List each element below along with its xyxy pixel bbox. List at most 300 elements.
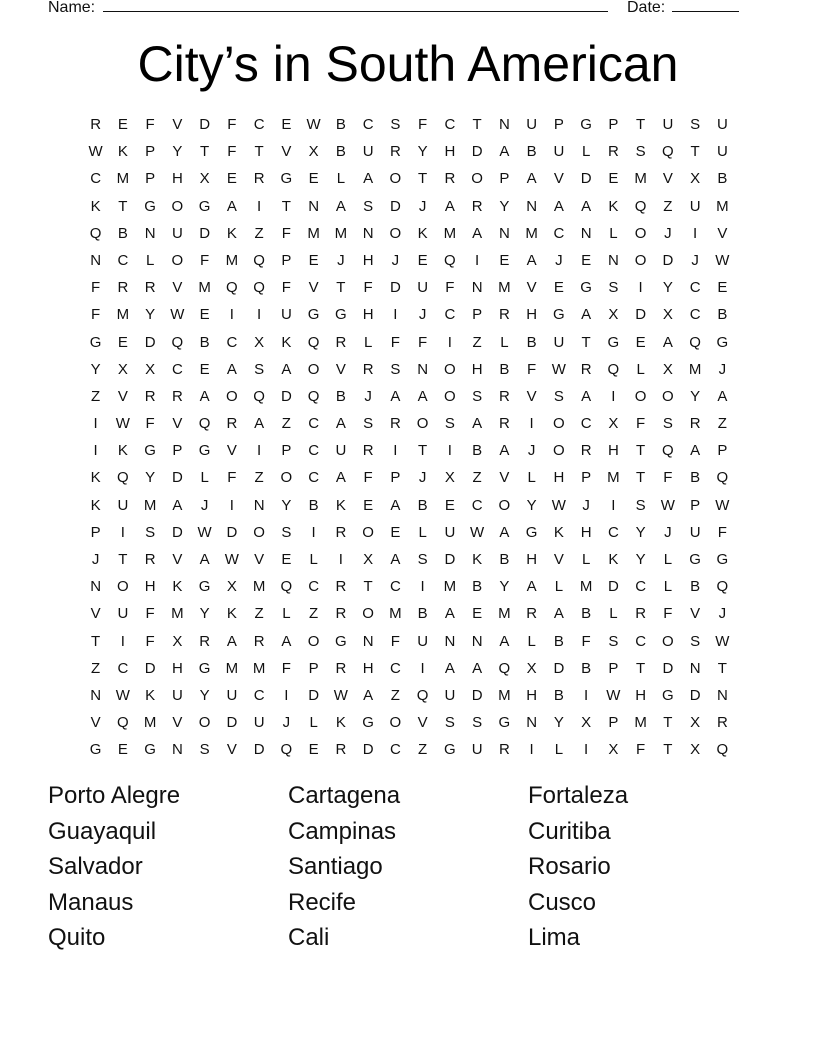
grid-letter: X [363,551,374,568]
grid-letter: I [693,224,698,242]
grid-letter: I [638,279,643,297]
grid-letter: C [253,686,265,704]
grid-letter: R [335,741,347,759]
grid-letter: T [581,333,591,351]
grid-letter: D [580,170,592,188]
word-list-item: Curitiba [528,817,611,845]
grid-letter: E [308,741,319,759]
grid-letter: M [389,605,402,623]
grid-letter: B [717,306,728,324]
grid-letter: L [500,333,509,351]
grid-letter: P [281,442,292,460]
grid-letter: B [581,605,592,623]
grid-letter: K [117,143,128,161]
grid-letter: L [527,632,536,650]
grid-letter: S [363,415,374,433]
grid-letter: R [471,197,483,215]
grid-letter: X [690,170,701,188]
grid-letter: A [499,143,510,161]
grid-letter: O [416,415,429,433]
grid-letter: W [115,415,130,433]
grid-letter: K [90,197,101,215]
grid-letter: X [608,306,619,324]
grid-letter: R [171,387,183,405]
grid-row [82,546,736,573]
grid-letter: C [308,469,320,487]
grid-letter: W [224,551,239,568]
grid-letter: V [226,741,237,759]
grid-letter: R [117,279,129,297]
grid-letter: T [254,143,264,161]
grid-letter: Y [417,143,428,161]
grid-letter: S [444,415,455,433]
grid-letter: U [444,523,456,541]
word-list-item: Quito [48,924,106,952]
grid-letter: N [171,741,183,759]
grid-letter: D [253,741,265,759]
grid-letter: B [417,605,428,623]
grid-letter: Z [418,741,428,759]
grid-letter: A [444,197,455,215]
grid-letter: R [335,523,347,541]
grid-letter: G [662,686,674,704]
grid-letter: V [526,279,537,297]
grid-letter: V [172,551,183,568]
word-list-item: Cali [288,924,330,952]
grid-letter: I [611,387,616,405]
grid-letter: S [635,143,646,161]
grid-letter: Z [254,469,264,487]
grid-letter: O [253,523,265,541]
grid-letter: B [335,143,346,161]
grid-letter: S [690,116,701,133]
grid-letter: F [363,469,373,487]
grid-letter: P [499,170,510,188]
grid-letter: V [662,170,673,188]
grid-letter: K [117,442,128,460]
grid-letter: F [281,224,291,242]
grid-letter: I [120,523,125,541]
grid-letter: H [526,306,538,324]
grid-letter: Y [499,197,510,215]
grid-letter: F [227,469,237,487]
grid-letter: D [444,551,456,568]
grid-letter: H [635,686,647,704]
grid-letter: A [335,415,346,433]
grid-letter: P [281,251,292,269]
grid-letter: F [636,415,646,433]
grid-letter: A [281,632,292,650]
grid-letter: F [145,415,155,433]
grid-letter: A [717,387,728,405]
grid-letter: O [362,605,374,623]
grid-letter: R [253,632,265,650]
date-blank-line [672,11,739,12]
grid-letter: X [254,333,265,351]
grid-letter: J [527,442,536,460]
grid-letter: F [145,605,155,623]
grid-letter: A [226,197,237,215]
grid-letter: Y [199,605,210,623]
grid-row [82,383,736,410]
grid-letter: H [362,251,374,269]
grid-letter: R [335,605,347,623]
grid-letter: P [690,496,701,514]
grid-letter: I [420,578,425,596]
word-list-item: Salvador [48,853,143,881]
grid-letter: P [553,116,564,133]
grid-letter: M [334,224,348,242]
grid-letter: J [418,469,427,487]
grid-letter: Q [662,442,674,460]
grid-letter: J [418,197,427,215]
grid-letter: Y [199,686,210,704]
grid-letter: C [171,360,183,378]
grid-letter: K [335,496,346,514]
grid-letter: A [553,197,564,215]
grid-letter: A [553,605,564,623]
grid-letter: I [475,251,480,269]
grid-letter: G [607,333,620,351]
grid-letter: A [581,306,592,324]
grid-letter: X [608,415,619,433]
grid-letter: O [307,632,320,650]
grid-letter: D [553,659,565,677]
grid-letter: P [581,469,592,487]
grid-letter: X [172,632,183,650]
grid-letter: W [551,360,566,378]
grid-letter: J [582,496,590,514]
grid-letter: G [335,306,347,324]
grid-letter: N [526,714,538,732]
grid-letter: I [284,686,289,704]
word-list-item: Porto Alegre [48,782,181,809]
grid-letter: A [199,551,210,568]
grid-letter: F [91,279,101,297]
grid-letter: W [551,496,566,514]
grid-letter: F [390,632,400,650]
grid-letter: C [389,741,401,759]
grid-letter: G [716,333,729,351]
grid-letter: N [580,224,592,242]
grid-letter: N [471,632,483,650]
grid-letter: L [527,469,536,487]
grid-letter: I [529,741,534,759]
grid-letter: J [664,523,672,541]
grid-letter: A [363,170,374,188]
grid-letter: M [252,659,266,677]
grid-letter: V [90,714,101,732]
grid-letter: J [391,251,400,269]
letter-grid [82,111,736,764]
grid-letter: R [362,442,374,460]
grid-letter: Q [117,469,129,487]
grid-letter: Q [226,279,238,297]
grid-letter: C [362,116,374,133]
grid-letter: W [333,686,348,704]
grid-letter: A [281,360,292,378]
grid-letter: R [498,387,510,405]
grid-letter: C [635,578,647,596]
grid-letter: G [716,551,729,568]
grid-letter: M [716,197,729,215]
grid-letter: K [472,551,483,568]
grid-letter: A [335,469,346,487]
grid-letter: R [389,415,401,433]
grid-letter: Q [117,714,129,732]
grid-letter: A [444,659,455,677]
grid-letter: A [390,387,401,405]
grid-letter: K [226,605,237,623]
grid-letter: E [117,116,128,133]
grid-letter: U [716,143,728,161]
grid-letter: Z [472,333,482,351]
grid-letter: G [198,659,211,677]
grid-row [82,682,736,709]
grid-letter: D [689,686,701,704]
grid-letter: V [281,143,292,161]
grid-letter: R [498,306,510,324]
grid-letter: T [663,741,673,759]
grid-letter: U [471,741,483,759]
grid-letter: X [662,360,673,378]
grid-letter: L [309,714,318,732]
grid-letter: V [717,224,728,242]
grid-letter: F [390,333,400,351]
grid-letter: O [662,632,674,650]
grid-letter: L [200,469,209,487]
grid-letter: O [171,251,184,269]
grid-letter: B [417,496,428,514]
grid-letter: M [116,170,130,188]
grid-letter: D [389,197,401,215]
grid-letter: U [226,686,238,704]
grid-letter: Y [635,551,646,568]
grid-letter: D [362,741,374,759]
grid-letter: M [498,686,511,704]
grid-letter: H [362,306,374,324]
grid-letter: J [282,714,291,732]
grid-letter: F [636,741,646,759]
grid-letter: G [144,197,156,215]
grid-letter: X [308,143,319,161]
grid-letter: S [390,116,401,133]
grid-letter: X [117,360,128,378]
grid-letter: G [144,442,156,460]
grid-letter: Q [607,360,620,378]
grid-letter: Q [280,578,293,596]
grid-letter: F [200,251,210,269]
grid-letter: W [115,686,130,704]
grid-letter: D [144,659,156,677]
grid-letter: J [364,387,372,405]
grid-letter: T [418,442,428,460]
grid-letter: R [144,551,156,568]
grid-letter: R [444,170,456,188]
grid-letter: Q [89,224,102,242]
grid-letter: R [716,714,728,732]
grid-letter: Z [91,659,101,677]
grid-letter: X [608,741,619,759]
grid-letter: E [581,251,592,269]
grid-row [82,464,736,491]
grid-letter: D [389,279,401,297]
word-list-item: Rosario [528,853,611,881]
grid-row [82,356,736,383]
grid-letter: B [472,442,483,460]
grid-letter: E [199,360,210,378]
grid-letter: G [689,551,701,568]
grid-letter: F [281,659,291,677]
grid-row [82,655,736,682]
grid-letter: I [229,496,234,514]
grid-letter: T [690,143,700,161]
grid-letter: E [117,333,128,351]
grid-letter: U [171,224,183,242]
grid-letter: O [634,387,647,405]
grid-letter: E [281,116,292,133]
grid-letter: Y [553,714,564,732]
grid-letter: M [225,251,239,269]
grid-letter: J [691,251,699,269]
grid-letter: U [117,496,129,514]
grid-letter: F [717,523,727,541]
grid-letter: I [338,551,343,568]
grid-letter: S [281,523,292,541]
grid-letter: A [499,442,510,460]
grid-letter: C [444,116,456,133]
grid-letter: G [280,170,293,188]
grid-letter: L [309,551,318,568]
grid-letter: K [281,333,292,351]
grid-letter: P [172,442,183,460]
grid-letter: Z [663,197,673,215]
grid-letter: S [254,360,265,378]
grid-letter: P [608,116,619,133]
grid-letter: P [608,659,619,677]
grid-letter: J [664,224,672,242]
grid-letter: M [443,224,457,242]
grid-letter: A [581,387,592,405]
grid-letter: O [662,387,674,405]
grid-letter: T [636,442,646,460]
word-list-item: Fortaleza [528,782,629,809]
grid-letter: Z [717,415,727,433]
grid-letter: Q [444,251,456,269]
grid-letter: F [281,279,291,297]
grid-letter: N [607,251,619,269]
grid-letter: C [607,523,619,541]
grid-letter: L [554,741,564,759]
grid-letter: K [608,197,619,215]
grid-letter: V [308,279,319,297]
grid-letter: O [444,387,456,405]
grid-letter: K [553,523,564,541]
grid-row [82,247,736,274]
grid-letter: G [198,197,211,215]
grid-letter: G [444,741,456,759]
grid-letter: I [447,442,452,460]
grid-letter: Q [198,415,211,433]
grid-letter: N [716,686,728,704]
grid-letter: K [172,578,183,596]
grid-letter: X [199,170,210,188]
grid-letter: D [226,714,238,732]
grid-letter: S [662,415,673,433]
grid-letter: D [171,469,183,487]
grid-letter: W [197,523,212,541]
grid-letter: N [444,632,456,650]
grid-letter: H [444,143,456,161]
grid-letter: E [417,251,428,269]
grid-letter: D [471,143,483,161]
grid-letter: G [89,741,102,759]
grid-letter: G [580,116,592,133]
grid-letter: D [607,578,619,596]
grid-letter: C [471,496,483,514]
grid-letter: R [335,578,347,596]
grid-letter: M [143,496,157,514]
grid-letter: U [417,279,429,297]
grid-letter: B [526,143,537,161]
grid-letter: Y [690,387,701,405]
grid-letter: R [253,170,265,188]
grid-letter: P [90,523,101,541]
grid-letter: I [393,442,398,460]
grid-letter: G [498,714,511,732]
grid-letter: L [663,578,673,596]
grid-letter: K [417,224,428,242]
grid-letter: X [145,360,156,378]
grid-letter: P [472,306,483,324]
grid-letter: S [635,496,646,514]
grid-letter: Q [716,469,729,487]
grid-letter: E [390,523,401,541]
grid-letter: X [581,714,592,732]
grid-row [82,220,736,247]
grid-letter: W [170,306,185,324]
grid-letter: B [335,116,346,133]
word-list-item: Santiago [288,853,383,881]
grid-letter: B [117,224,128,242]
grid-letter: M [252,578,266,596]
grid-letter: T [717,659,727,677]
grid-letter: V [553,170,564,188]
grid-letter: E [117,741,128,759]
grid-letter: V [417,714,428,732]
grid-letter: C [553,224,565,242]
grid-letter: F [663,469,673,487]
grid-letter: F [227,143,237,161]
grid-letter: B [308,496,319,514]
grid-letter: U [689,197,701,215]
grid-letter: Z [309,605,319,623]
grid-row [82,600,736,627]
grid-row [82,437,736,464]
grid-letter: O [362,523,374,541]
word-list-item: Cartagena [288,782,401,809]
grid-letter: O [171,197,184,215]
grid-letter: S [690,632,701,650]
grid-letter: H [607,442,619,460]
grid-letter: J [200,496,209,514]
grid-letter: J [91,551,100,568]
grid-letter: Y [145,306,156,324]
grid-letter: M [498,279,511,297]
word-list-item: Guayaquil [48,817,157,845]
grid-letter: U [662,116,674,133]
grid-letter: C [689,279,701,297]
